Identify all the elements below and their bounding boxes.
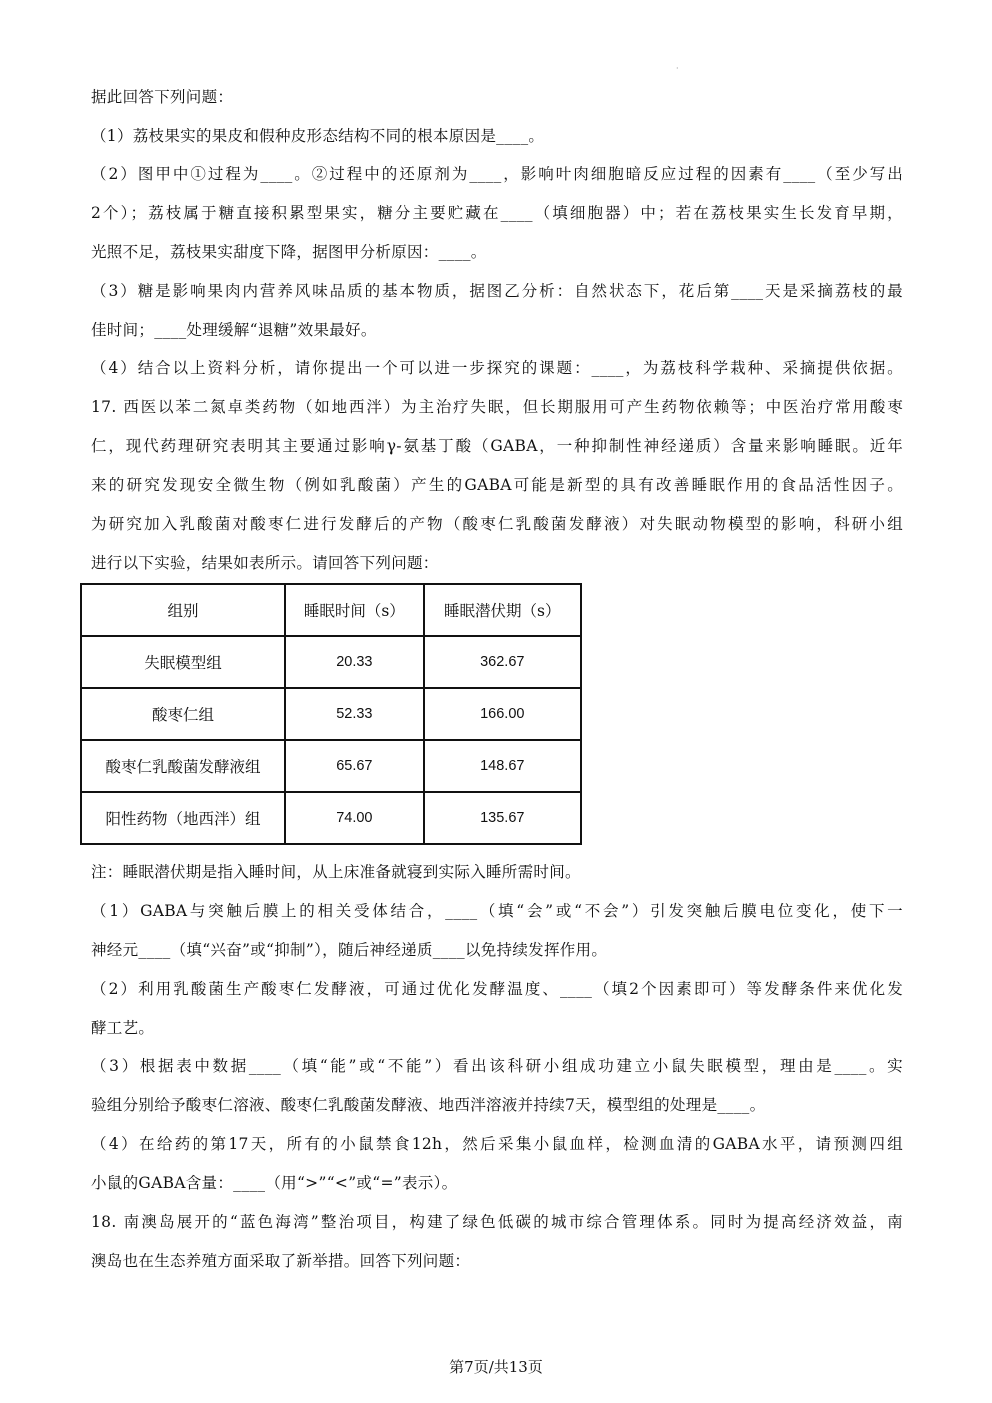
table-cell: 酸枣仁乳酸菌发酵液组 — [81, 740, 285, 792]
text-line: 佳时间；____处理缓解“退糖”效果最好。 — [91, 321, 377, 339]
table-header-cell: 睡眠潜伏期（s） — [424, 584, 581, 636]
text-line: 进行以下实验，结果如表所示。请回答下列问题： — [91, 554, 439, 572]
text-line: 验组分别给予酸枣仁溶液、酸枣仁乳酸菌发酵液、地西泮溶液并持续7天，模型组的处理是____。 — [91, 1096, 766, 1114]
table-row — [81, 740, 581, 792]
text-line: （1）荔枝果实的果皮和假种皮形态结构不同的根本原因是____。 — [91, 127, 545, 145]
text-line: 神经元____（填“兴奋”或“抑制”），随后神经递质____以免持续发挥作用。 — [91, 941, 608, 959]
text-line: 酵工艺。 — [91, 1019, 155, 1037]
table-cell: 166.00 — [424, 688, 581, 740]
text-line: 小鼠的GABA含量：____（用“>”“<”或“=”表示）。 — [91, 1174, 458, 1192]
text-line: 来的研究发现安全微生物（例如乳酸菌）产生的GABA可能是新型的具有改善睡眠作用的食品活性因子。 — [91, 476, 903, 494]
table-row — [81, 688, 581, 740]
text-line: （2）图甲中①过程为____。②过程中的还原剂为____，影响叶肉细胞暗反应过程的因素有____（至少写出 — [91, 165, 903, 183]
text-line: 17. 西医以苯二氮卓类药物（如地西泮）为主治疗失眠，但长期服用可产生药物依赖等；中医治疗常用酸枣 — [91, 398, 903, 416]
table-cell: 52.33 — [285, 688, 423, 740]
text-line: 18. 南澳岛展开的“蓝色海湾”整治项目，构建了绿色低碳的城市综合管理体系。同时为提高经济效益，南 — [91, 1213, 903, 1231]
table-cell: 148.67 — [424, 740, 581, 792]
results-table — [80, 583, 582, 845]
scan-dot: · — [676, 64, 679, 73]
table-cell: 阳性药物（地西泮）组 — [81, 792, 285, 844]
page-number: 第7页/共13页 — [449, 1358, 543, 1376]
table-cell: 74.00 — [285, 792, 423, 844]
text-line: （2）利用乳酸菌生产酸枣仁发酵液，可通过优化发酵温度、____（填2个因素即可）等发酵条件来优化发 — [91, 980, 903, 998]
table-row — [81, 792, 581, 844]
table-cell: 65.67 — [285, 740, 423, 792]
text-line: 仁，现代药理研究表明其主要通过影响γ-氨基丁酸（GABA，一种抑制性神经递质）含量来影响睡眠。近年 — [91, 437, 903, 455]
text-line: （3）根据表中数据____（填“能”或“不能”）看出该科研小组成功建立小鼠失眠模型，理由是____。实 — [91, 1057, 903, 1075]
text-line: 为研究加入乳酸菌对酸枣仁进行发酵后的产物（酸枣仁乳酸菌发酵液）对失眠动物模型的影响，科研小组 — [91, 515, 903, 533]
text-line: （4）在给药的第17天，所有的小鼠禁食12h，然后采集小鼠血样，检测血清的GABA水平，请预测四组 — [91, 1135, 903, 1153]
table-header-cell: 睡眠时间（s） — [285, 584, 423, 636]
table-header-row — [81, 584, 581, 636]
table-cell: 362.67 — [424, 636, 581, 688]
text-line: 2个）；荔枝属于糖直接积累型果实，糖分主要贮藏在____（填细胞器）中；若在荔枝果实生长发育早期， — [91, 204, 903, 222]
table-header-cell: 组别 — [81, 584, 285, 636]
text-line: 据此回答下列问题： — [91, 88, 234, 106]
table-cell: 20.33 — [285, 636, 423, 688]
text-line: 澳岛也在生态养殖方面采取了新举措。回答下列问题： — [91, 1252, 471, 1270]
text-line: （1）GABA与突触后膜上的相关受体结合，____（填“会”或“不会”）引发突触后膜电位变化，使下一 — [91, 902, 903, 920]
text-line: （4）结合以上资料分析，请你提出一个可以进一步探究的课题：____，为荔枝科学栽种、采摘提供依据。 — [91, 359, 903, 377]
text-line: （3）糖是影响果肉内营养风味品质的基本物质，据图乙分析：自然状态下，花后第____天是采摘荔枝的最 — [91, 282, 903, 300]
table-cell: 酸枣仁组 — [81, 688, 285, 740]
table-row — [81, 636, 581, 688]
table-cell: 失眠模型组 — [81, 636, 285, 688]
table-note: 注：睡眠潜伏期是指入睡时间，从上床准备就寝到实际入睡所需时间。 — [91, 863, 581, 881]
text-line: 光照不足，荔枝果实甜度下降，据图甲分析原因：____。 — [91, 243, 487, 261]
table-cell: 135.67 — [424, 792, 581, 844]
